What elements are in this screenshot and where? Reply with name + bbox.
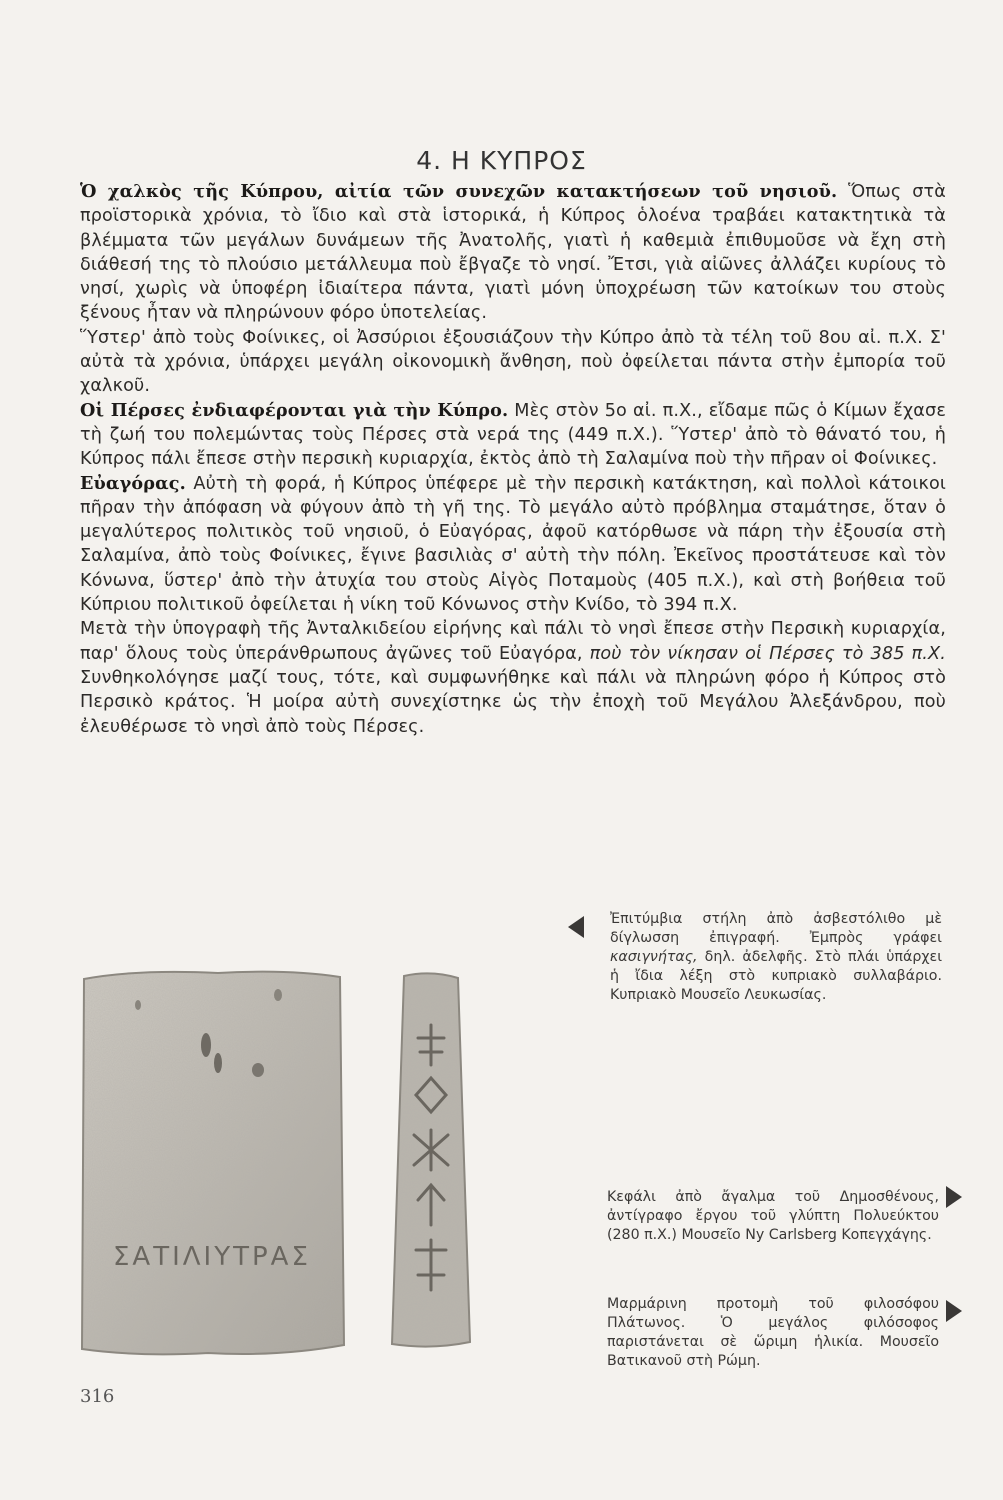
paragraph-heading: Εὐαγόρας. — [80, 472, 186, 494]
stele-front-photo — [78, 965, 348, 1360]
paragraph-text: Ὅπως στὰ προϊστορικὰ χρόνια, τὸ ἴδιο καὶ στὰ ἱστορικά, ἡ Κύπρος ὁλοένα τραβάει κατακτητικὰ τὰ βλέμματα τῶν μεγάλων δυνάμεων τῆς Ἀνατολῆς, γιατὶ ἡ καθεμιὰ ἐπιθυμοῦσε νὰ ἔχη στὴ διάθεσή της τὸ πλούσιο μετάλλευμα ποὺ ἔβγαζε τὸ νησί. Ἔτσι, γιὰ αἰῶνες ἀλλάζει κυρίους τὸ νησί, χωρὶς νὰ ὑποφέρη ἰδιαίτερα πάντα, γιατὶ μόνη ὑποχρέωση τῶν κατοίκων του στοὺς ξένους ἦταν νὰ πληρώνουν φόρο ὑποτελείας. — [80, 182, 946, 324]
paragraph-evagoras — [80, 472, 946, 618]
arrow-right-icon — [946, 1186, 962, 1208]
paragraph-italic: ποὺ τὸν νίκησαν οἱ Πέρσες τὸ 385 π.Χ. — [589, 643, 946, 664]
caption-text: Ἐπιτύμβια στήλη ἀπὸ ἀσβεστόλιθο μὲ δίγλωσση ἐπιγραφή. Ἐμπρὸς γράφει — [610, 911, 942, 946]
paragraph-copper — [80, 180, 946, 326]
paragraph-assyrians — [80, 326, 946, 399]
paragraph-text: Μὲς στὸν 5ο αἰ. π.Χ., εἴδαμε πῶς ὁ Κίμων ἔχασε τὴ ζωή του πολεμώντας τοὺς Πέρσες στὰ νερά της (449 π.Χ.). Ὕστερ' ἀπὸ τὸ θάνατό του, ἡ Κύπρος πάλι ἔπεσε στὴν περσικὴ κυριαρχία, ἐκτὸς ἀπὸ τὴ Σαλαμίνα ποὺ τὴν πῆραν οἱ Φοίνικες. — [80, 400, 946, 470]
paragraph-persians — [80, 399, 946, 472]
page-title: 4. Η ΚΥΠΡΟΣ — [416, 146, 587, 175]
stele-side-photo — [386, 970, 476, 1350]
arrow-left-icon — [568, 916, 584, 938]
caption-italic: κασιγνήτας, — [610, 949, 698, 965]
paragraph-heading: Οἱ Πέρσες ἐνδιαφέρονται γιὰ τὴν Κύπρο. — [80, 399, 509, 421]
caption-plato: Μαρμάρινη προτομὴ τοῦ φιλοσόφου Πλάτωνος. Ὁ μεγάλος φιλόσοφος παριστάνεται σὲ ὥριμη ἡλικία. Μουσεῖο Βατικανοῦ στὴ Ρώμη. — [607, 1296, 939, 1369]
paragraph-antalcidas — [80, 617, 946, 738]
caption-text: δηλ. ἀδελφῆς. Στὸ πλάι ὑπάρχει ἡ ἴδια λέξη στὸ κυπριακὸ συλλαβάριο. Κυπριακὸ Μουσεῖο Λευκωσίας. — [610, 949, 942, 1003]
paragraph-text: Μετὰ τὴν ὑπογραφὴ τῆς Ἀνταλκιδείου εἰρήνης καὶ πάλι τὸ νησὶ ἔπεσε στὴν Περσικὴ κυριαρχία, παρ' ὅλους τοὺς ὑπεράνθρωπους ἀγῶνες τοῦ Εὐαγόρα, — [80, 619, 946, 664]
caption-stele — [610, 910, 942, 1005]
caption-demosthenes: Κεφάλι ἀπὸ ἄγαλμα τοῦ Δημοσθένους, ἀντίγραφο ἔργου τοῦ γλύπτη Πολυεύκτου (280 π.Χ.) Μουσεῖο Ny Carlsberg Κοπεγχάγης. — [607, 1189, 939, 1243]
paragraph-text: Ὕστερ' ἀπὸ τοὺς Φοίνικες, οἱ Ἀσσύριοι ἐξουσιάζουν τὴν Κύπρο ἀπὸ τὰ τέλη τοῦ 8ου αἰ. π.Χ. Σ' αὐτὰ τὰ χρόνια, ὑπάρχει μεγάλη οἰκονομικὴ ἄνθηση, ποὺ ὀφείλεται πάντα στὴν ἐμπορία τοῦ χαλκοῦ. — [80, 327, 946, 397]
paragraph-text: Συνθηκολόγησε μαζί τους, τότε, καὶ συμφωνήθηκε καὶ πάλι νὰ πληρώνη φόρο ἡ Κύπρος στὸ Περσικὸ κράτος. Ἡ μοίρα αὐτὴ συνεχίστηκε ὡς τὴν ἐποχὴ τοῦ Μεγάλου Ἀλεξάνδρου, ποὺ ἐλευθέρωσε τὸ νησὶ ἀπὸ τοὺς Πέρσες. — [80, 667, 946, 737]
arrow-right-icon — [946, 1300, 962, 1322]
page-number: 316 — [80, 1386, 115, 1407]
paragraph-heading: Ὁ χαλκὸς τῆς Κύπρου, αἰτία τῶν συνεχῶν κατακτήσεων τοῦ νησιοῦ. — [80, 181, 838, 202]
stele-inscription: ΣΑΤΙΛΙΥΤΡΑΣ — [113, 1242, 311, 1272]
paragraph-text: Αὐτὴ τὴ φορά, ἡ Κύπρος ὑπέφερε μὲ τὴν περσικὴ κατάκτηση, καὶ πολλοὶ κάτοικοι πῆραν τὴν ἀπόφαση νὰ φύγουν ἀπὸ τὴ γῆ της. Τὸ μεγάλο αὐτὸ πρόβλημα σταμάτησε, ὅταν ὁ μεγαλύτερος πολιτικὸς τοῦ νησιοῦ, ὁ Εὐαγόρας, ἀφοῦ κατόρθωσε νὰ πάρη τὴν ἐξουσία στὴ Σαλαμίνα, ἀπὸ τοὺς Φοίνικες, ἔγινε βασιλιὰς σ' αὐτὴ τὴν πόλη. Ἐκεῖνος προστάτευσε καὶ τὸν Κόνωνα, ὕστερ' ἀπὸ τὴν ἀτυχία του στοὺς Αἰγὸς Ποταμοὺς (405 π.Χ.), καὶ στὴ βοήθεια τοῦ Κύπριου πολιτικοῦ ὀφείλεται ἡ νίκη τοῦ Κόνωνος στὴν Κνίδο, τὸ 394 π.Χ. — [80, 473, 946, 616]
article-body — [80, 180, 946, 739]
